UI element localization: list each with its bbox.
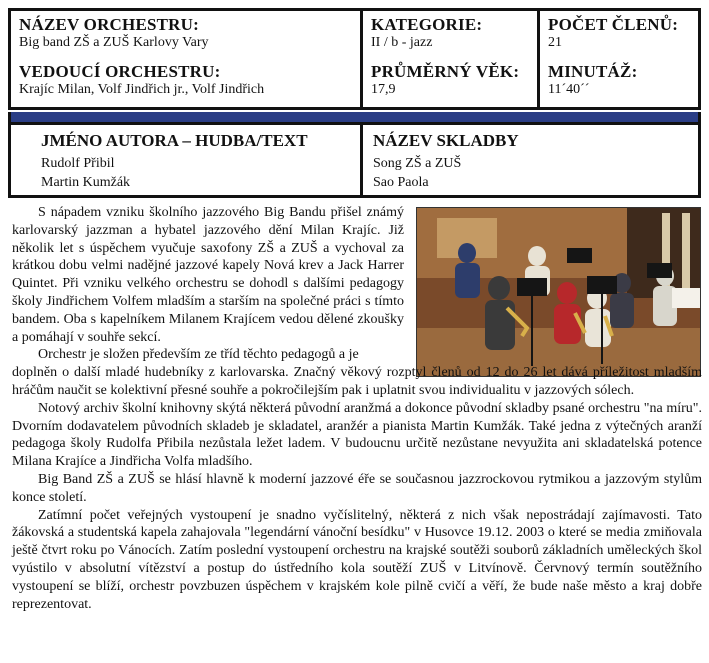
member-count-value: 21	[548, 35, 562, 50]
article-paragraph: Big Band ZŠ a ZUŠ se hlásí hlavně k moderní jazzové éře se současnou jazzrockovou rytmikou a jazzovým stylům konce století.	[12, 471, 702, 505]
duration-label: MINUTÁŽ:	[548, 62, 638, 81]
article-body	[12, 204, 702, 613]
average-age-value: 17,9	[371, 82, 396, 97]
orchestra-name-label: NÁZEV ORCHESTRU:	[19, 15, 199, 34]
song-title: Sao Paola	[373, 175, 429, 190]
average-age-label: PRŮMĚRNÝ VĚK:	[371, 62, 520, 81]
article-paragraph: S nápadem vzniku školního jazzového Big Bandu přišel známý karlovarský jazzman a hybatel jazzového dění Milan Krajíc. Již několik let s úspěchem vyučuje saxofony ZŠ a ZUŠ a vychoval za krátkou dobu velmi nadějné jazzové kapely Nová krev a Jack Harrer Quintet. Při vzniku velkého orchestru se dohodl s dalšími pedagogy školy Jindřichem Volfem mladším a starším na společné práci s tímto bandem. Oba s kapelníkem Milanem Krajícem vedou dělené zkoušky a pomáhají v souhře sekcí.	[12, 205, 404, 345]
article-paragraph-continued: doplněn o další mladé hudebníky z karlovarska. Značný věkový rozptyl členů od 12 do 26 let dává příležitost mladším hráčům naučit se kolektivní přesné souhře a pokročilejším pak i uplatnit svou individualitu v jazzových sólech.	[12, 365, 702, 398]
songs-cell	[363, 125, 698, 195]
category-label: KATEGORIE:	[371, 15, 483, 34]
article-paragraph-opening: Orchestr je složen především ze tříd těchto pedagogů a je	[38, 347, 359, 363]
author-name: Martin Kumžák	[41, 175, 131, 190]
orchestra-name-value: Big band ZŠ a ZUŠ Karlovy Vary	[19, 35, 209, 50]
author-column-label: JMÉNO AUTORA – HUDBA/TEXT	[41, 131, 308, 150]
song-column-label: NÁZEV SKLADBY	[373, 131, 519, 150]
song-title: Song ZŠ a ZUŠ	[373, 156, 462, 171]
repertoire-table	[8, 122, 701, 198]
article-paragraph: Notový archiv školní knihovny skýtá některá původní aranžmá a dokonce původní skladby psané orchestru "na míru". Dvorním dodavatelem původních skladeb je skladatel, aranžér a pianista Martin Kumžák. Také jedna z výtečných aranží pedagoga školy Rudolfa Přibila nezůstala ležet ladem. V budoucnu určitě nezůstane nevyužita ani skladatelská potence Milana Krajíce a Jindřicha Volfa mladšího.	[12, 400, 702, 470]
accent-divider-bar	[8, 112, 701, 122]
category-cell	[363, 11, 540, 107]
duration-value: 11´40´´	[548, 82, 590, 97]
members-cell	[540, 11, 698, 107]
authors-cell	[11, 125, 363, 195]
orchestra-leader-value: Krajíc Milan, Volf Jindřich jr., Volf Jindřich	[19, 82, 265, 97]
member-count-label: POČET ČLENŮ:	[548, 15, 679, 34]
article-paragraph: Zatímní počet veřejných vystoupení je snadno vyčíslitelný, některá z nich však nepostrádají zajímavosti. Tato žákovská a studentská kapela zahajovala "legendární vánoční besídku" v Husovce 19.12. 2003 o které se media zmiňovala ještě čtvrt roku po Vánocích. Zatím poslední vystoupení orchestru na krajské soutěži souborů základních uměleckých škol vyústilo v absolutní vítězství a postup do ústředního kola soutěží ZUŠ v Litvínově. Červnový termín soutěžního vystoupení se blíží, orchestr povzbuzen úspěchem v krajském kole pilně cvičí a věří, že bude naše město a kraj dobře reprezentovat.	[12, 507, 702, 612]
author-name: Rudolf Přibil	[41, 156, 115, 171]
orchestra-leader-label: VEDOUCÍ ORCHESTRU:	[19, 62, 221, 81]
orchestra-cell	[11, 11, 363, 107]
category-value: II / b - jazz	[371, 35, 433, 50]
orchestra-info-table	[8, 8, 701, 110]
